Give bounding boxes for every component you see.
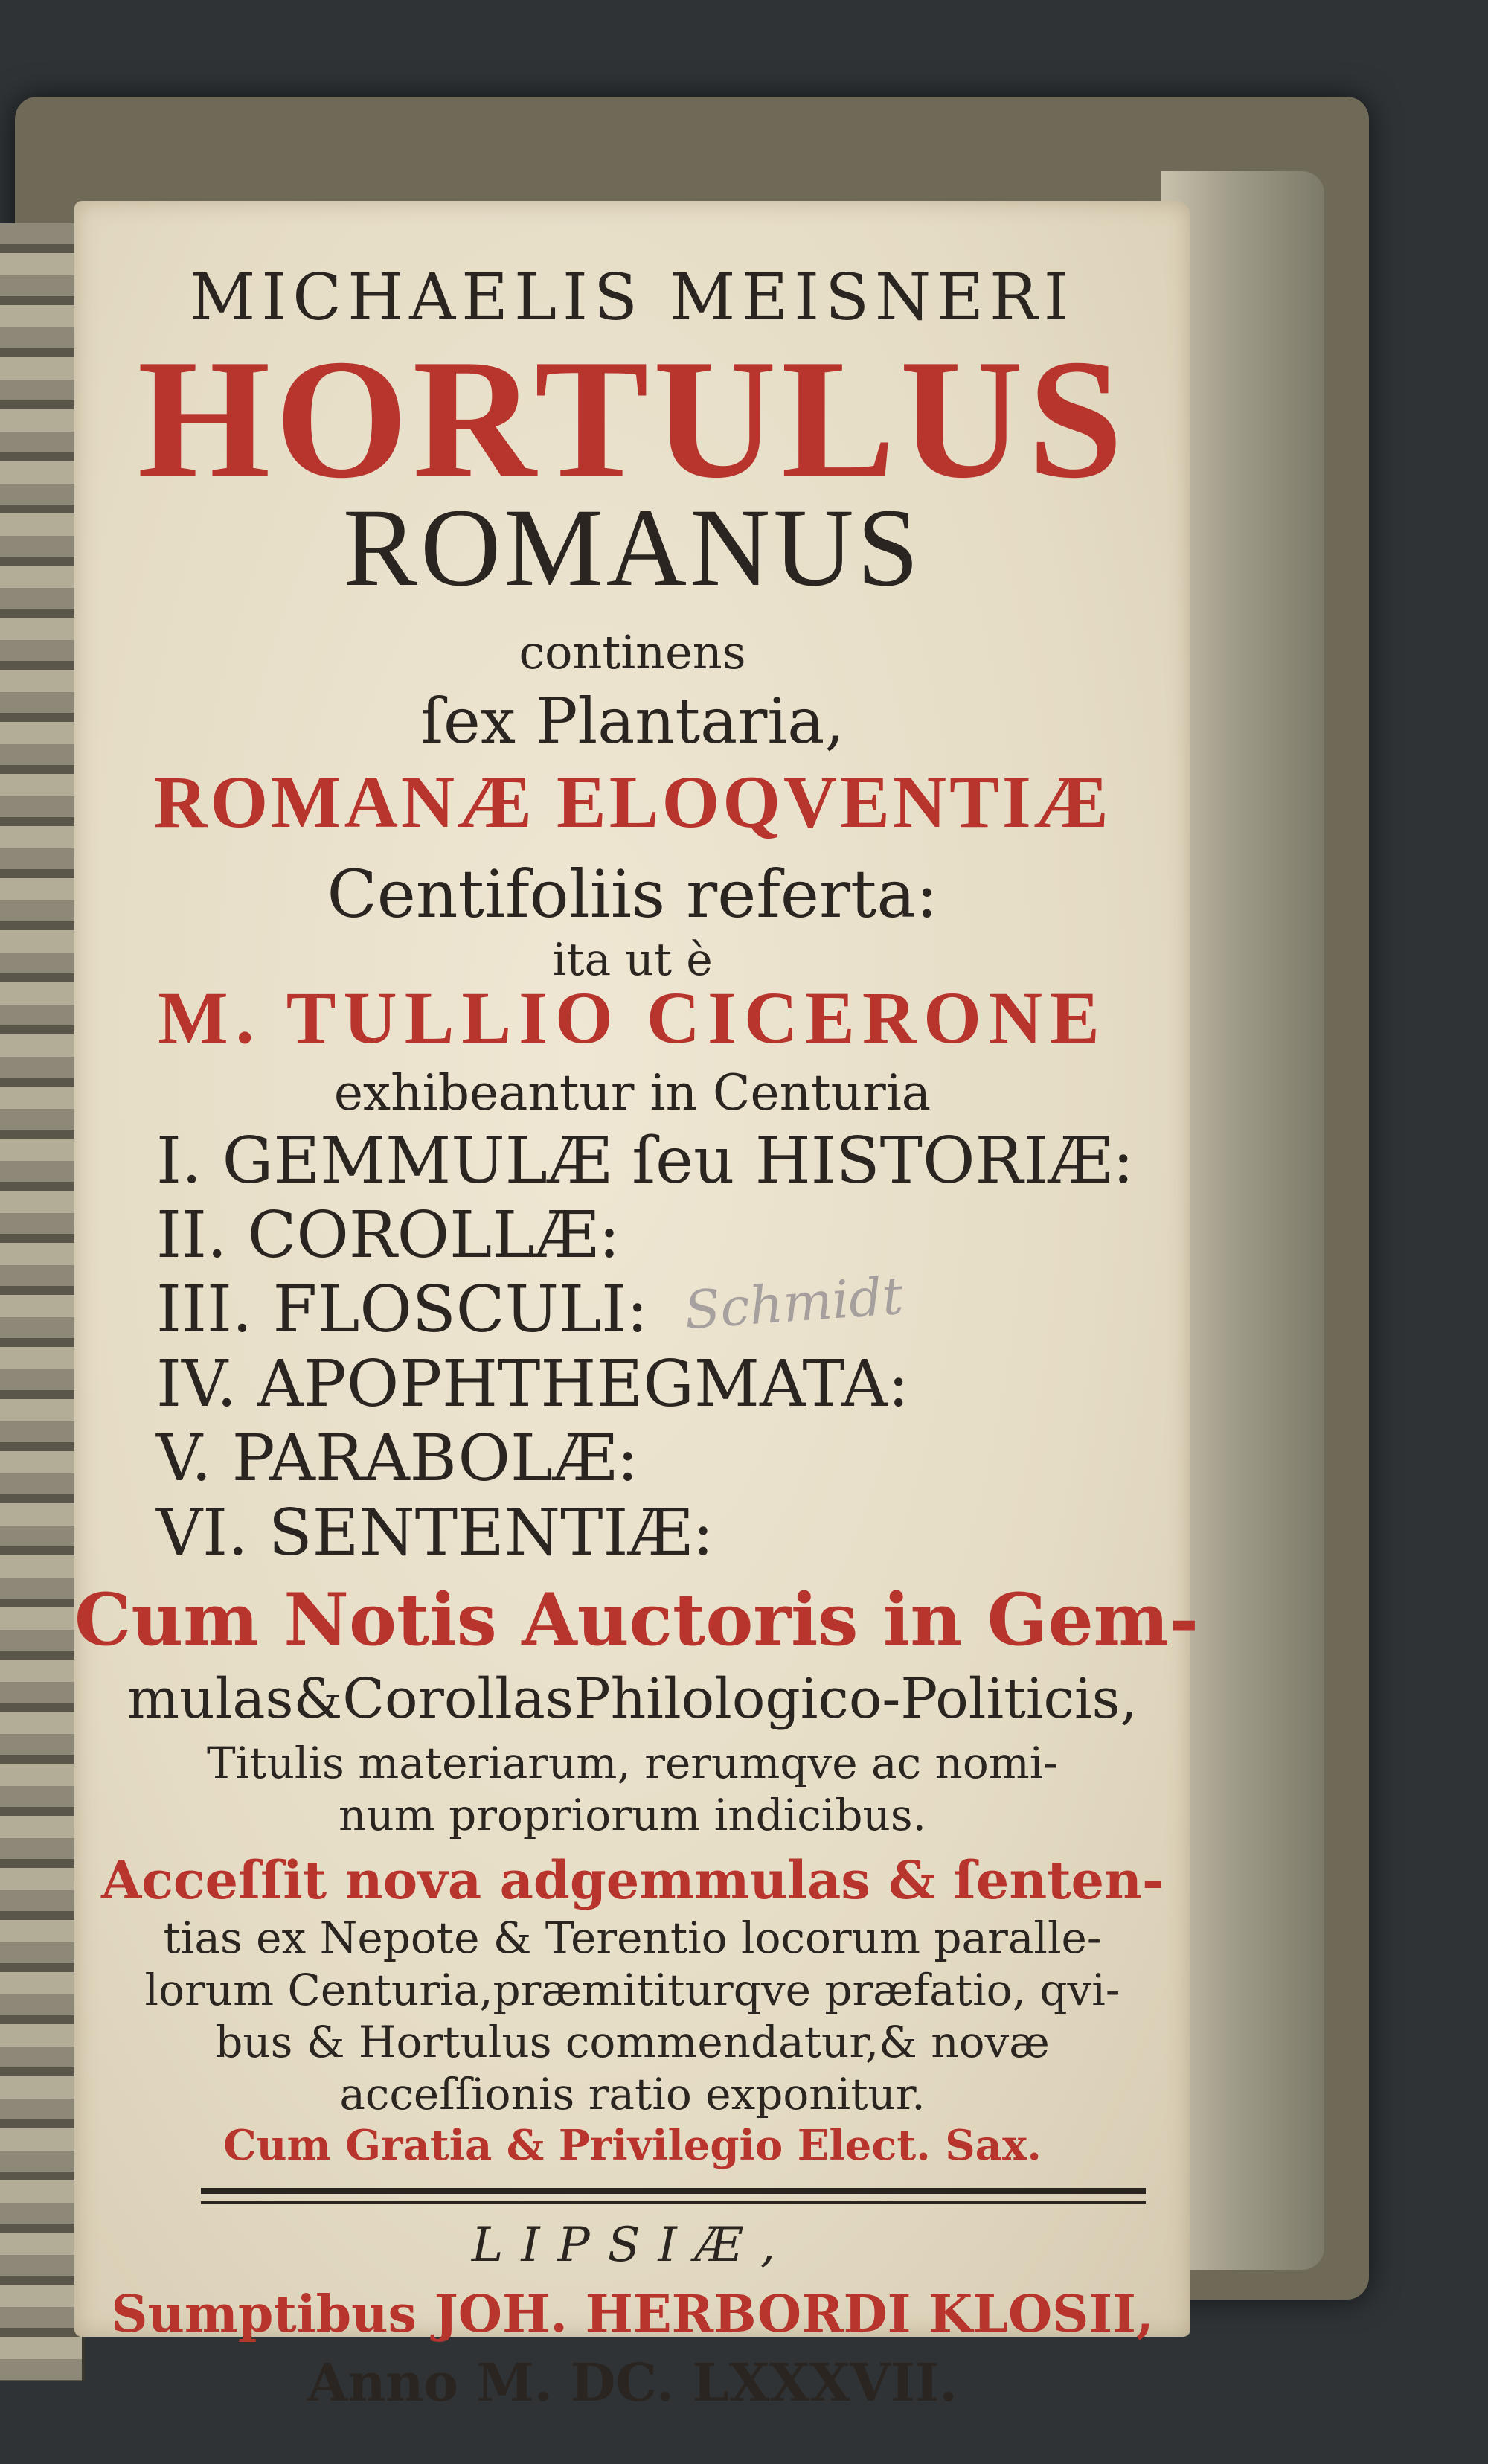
- centuria-item: II. COROLLÆ:: [156, 1198, 620, 1273]
- centifoliis-line: Centifoliis referta:: [327, 856, 938, 932]
- imprint-publisher: Sumptibus JOH. HERBORDI KLOSII,: [111, 2285, 1154, 2344]
- romanae-eloquentiae-line: ROMANÆ ELOQVENTIÆ: [153, 761, 1112, 843]
- praefatio-line: lorum Centuria,præmititurqve præfatio, qvi-: [144, 1965, 1120, 2015]
- indicibus-line: num propriorum indicibus.: [338, 1790, 927, 1840]
- sex-plantaria-line: ſex Plantaria,: [420, 685, 845, 758]
- book-subtitle: ROMANUS: [342, 486, 923, 609]
- accessit-line: Acceſſit nova adgemmulas & ſenten-: [100, 1849, 1164, 1911]
- centuria-item: V. PARABOLÆ:: [156, 1421, 639, 1496]
- notes-line-1: Cum Notis Auctoris in Gem-: [74, 1578, 1199, 1662]
- frontispiece-edge: [0, 223, 85, 2381]
- centuria-item: I. GEMMULÆ ſeu HISTORIÆ:: [156, 1124, 1135, 1198]
- centuria-item: IV. APOPHTHEGMATA:: [156, 1347, 910, 1421]
- centuria-item: VI. SENTENTIÆ:: [156, 1496, 714, 1570]
- centuria-item: III. FLOSCULI:: [156, 1273, 649, 1347]
- divider-rule: [201, 2188, 1146, 2204]
- imprint-place: LIPSIÆ,: [471, 2218, 794, 2273]
- exhibeantur-line: exhibeantur in Centuria: [333, 1064, 931, 1121]
- exponitur-line: acceſſionis ratio exponitur.: [339, 2069, 926, 2119]
- handwritten-signature: Schmidt: [682, 1264, 905, 1342]
- commendatur-line: bus & Hortulus commendatur,& novæ: [215, 2017, 1050, 2067]
- author-line: MICHAELIS MEISNERI: [190, 260, 1075, 335]
- notes-line-2: mulas&CorollasPhilologico-Politicis,: [126, 1667, 1138, 1731]
- ita-ut-line: ita ut è: [552, 934, 713, 986]
- cicerone-line: M. TULLIO CICERONE: [158, 976, 1107, 1059]
- titulis-line: Titulis materiarum, rerumqve ac nomi-: [207, 1738, 1058, 1788]
- nepote-line: tias ex Nepote & Terentio locorum paralle-: [163, 1913, 1102, 1963]
- book-title: HORTULUS: [137, 324, 1128, 513]
- imprint-year: Anno M. DC. LXXXVII.: [307, 2352, 958, 2413]
- privilege-line: Cum Gratia & Privilegio Elect. Sax.: [223, 2121, 1042, 2170]
- title-page: [74, 201, 1199, 2413]
- continens-line: continens: [519, 625, 746, 679]
